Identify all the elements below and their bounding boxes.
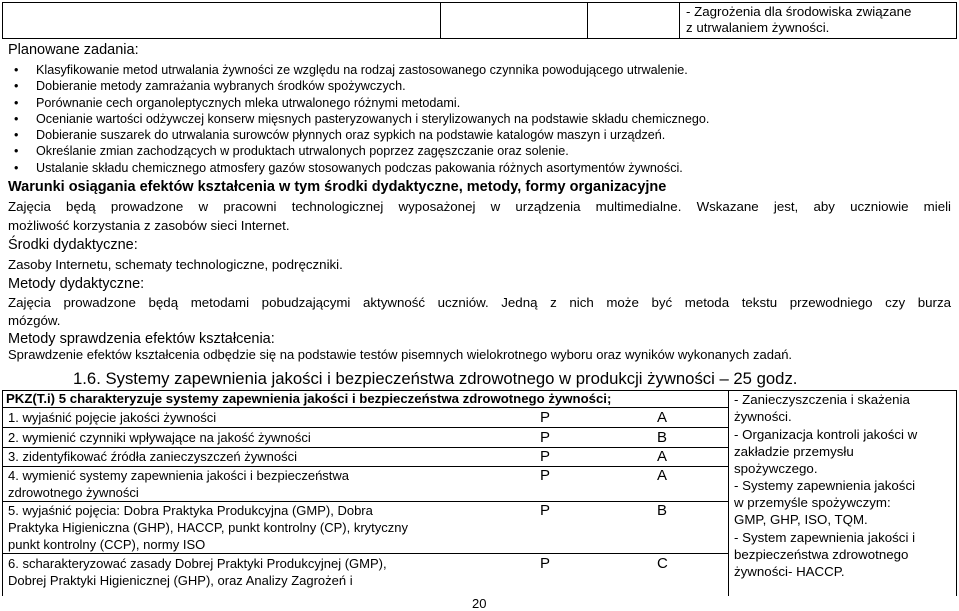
content-line: zakładzie przemysłu: [734, 444, 854, 459]
table-cell-level: B: [657, 429, 668, 446]
table-cell-level: A: [657, 467, 668, 484]
content-line: w przemyśle spożywczym:: [734, 495, 891, 510]
didactic-methods-line1: Zajęcia prowadzone będą metodami pobudzającymi aktywność uczniów. Jedną z nich może być metoda tekstu przewodniego czy burza: [8, 295, 951, 310]
table-cell-skill: 5. wyjaśnić pojęcia: Dobra Praktyka Produkcyjna (GMP), Dobra: [8, 503, 373, 518]
list-item: • Dobieranie suszarek do utrwalania surowców płynnych oraz sypkich na podstawie katalogów maszyn i urządzeń.: [8, 127, 948, 143]
list-item: • Klasyfikowanie metod utrwalania żywności ze względu na rodzaj zastosowanego czynnika powodującego utrwalenie.: [8, 62, 948, 78]
table-cell-skill: zdrowotnego żywności: [8, 485, 139, 500]
content-line: GMP, GHP, ISO, TQM.: [734, 512, 868, 527]
top-table-divider-2: [587, 2, 588, 38]
table-cell-category: P: [540, 555, 551, 572]
table-left-border: [2, 390, 3, 596]
table-cell-skill: 6. scharakteryzować zasady Dobrej Praktyki Produkcyjnej (GMP),: [8, 556, 387, 571]
list-item: • Dobieranie metody zamrażania wybranych środków spożywczych.: [8, 78, 948, 94]
conditions-line2: możliwość korzystania z zasobów sieci Internet.: [8, 218, 290, 233]
top-right-text-line1: - Zagrożenia dla środowiska związane: [686, 4, 912, 19]
planned-tasks-heading: Planowane zadania:: [8, 42, 139, 58]
top-right-text-line2: z utrwalaniem żywności.: [686, 20, 830, 35]
verification-text: Sprawdzenie efektów kształcenia odbędzie się na podstawie testów pisemnych wielokrotnego wyboru oraz wyników wykonanych zadań.: [8, 347, 793, 362]
table-col-divider: [728, 390, 729, 596]
list-item: • Ustalanie składu chemicznego atmosfery gazów stosowanych podczas pakowania różnych asortymentów żywności.: [8, 160, 948, 176]
table-cell-level: C: [657, 555, 668, 572]
table-cell-skill: punkt kontrolny (CCP), normy ISO: [8, 537, 206, 552]
table-cell-skill: Dobrej Praktyki Higienicznej (GHP), oraz Analizy Zagrożeń i: [8, 573, 353, 588]
table-row-divider: [2, 501, 729, 502]
table-cell-category: P: [540, 409, 551, 426]
content-line: - Systemy zapewnienia jakości: [734, 478, 916, 493]
conditions-line1: Zajęcia będą prowadzone w pracowni technologicznej wyposażonej w urządzenia multimedialne. Wskazane jest, aby uczniowie mieli: [8, 199, 951, 214]
list-item: • Ocenianie wartości odżywczej konserw mięsnych pasteryzowanych i sterylizowanych na podstawie składu chemicznego.: [8, 111, 948, 127]
top-table-top-border: [2, 2, 957, 3]
page-number: 20: [472, 596, 487, 611]
table-cell-category: P: [540, 448, 551, 465]
list-item: • Porównanie cech organoleptycznych mleka utrwalonego różnymi metodami.: [8, 95, 948, 111]
table-header: PKZ(T.i) 5 charakteryzuje systemy zapewnienia jakości i bezpieczeństwa zdrowotnego żywności;: [6, 391, 612, 406]
table-row-divider: [2, 466, 729, 467]
table-cell-skill: 1. wyjaśnić pojęcie jakości żywności: [8, 410, 217, 425]
content-line: - System zapewnienia jakości i: [734, 530, 916, 545]
top-table-bottom-border: [2, 38, 957, 39]
content-line: spożywczego.: [734, 461, 818, 476]
conditions-heading: Warunki osiągania efektów kształcenia w tym środki dydaktyczne, metody, formy organizacyjne: [8, 179, 667, 195]
table-cell-category: P: [540, 429, 551, 446]
table-cell-skill: 3. zidentyfikować źródła zanieczyszczeń żywności: [8, 449, 298, 464]
didactic-methods-heading: Metody dydaktyczne:: [8, 276, 145, 292]
table-row-divider: [2, 447, 729, 448]
table-cell-skill: Praktyka Higieniczna (GHP), HACCP, punkt kontrolny (CP), krytyczny: [8, 520, 408, 535]
content-line: - Organizacja kontroli jakości w: [734, 427, 918, 442]
table-cell-level: A: [657, 409, 668, 426]
table-cell-skill: 2. wymienić czynniki wpływające na jakość żywności: [8, 430, 311, 445]
table-header-bottom: [2, 407, 729, 408]
didactic-methods-line2: mózgów.: [8, 313, 61, 328]
section-title: 1.6. Systemy zapewnienia jakości i bezpieczeństwa zdrowotnego w produkcji żywności – 25 godz.: [73, 369, 798, 388]
table-cell-category: P: [540, 502, 551, 519]
table-cell-skill: 4. wymienić systemy zapewnienia jakości i bezpieczeństwa: [8, 468, 350, 483]
list-item: • Określanie zmian zachodzących w produktach utrwalonych poprzez zagęszczanie oraz solenie.: [8, 143, 948, 159]
didactic-means-text: Zasoby Internetu, schematy technologiczne, podręczniki.: [8, 257, 343, 272]
content-line: żywności- HACCP.: [734, 564, 845, 579]
content-line: bezpieczeństwa zdrowotnego: [734, 547, 909, 562]
didactic-means-heading: Środki dydaktyczne:: [8, 237, 138, 253]
top-table-divider-3: [679, 2, 680, 38]
content-line: żywności.: [734, 409, 792, 424]
table-cell-category: P: [540, 467, 551, 484]
table-row-divider: [2, 427, 729, 428]
content-line: - Zanieczyszczenia i skażenia: [734, 392, 910, 407]
verification-heading: Metody sprawdzenia efektów kształcenia:: [8, 331, 275, 347]
top-table-right-border: [956, 2, 957, 38]
top-table-left-border: [2, 2, 3, 38]
table-cell-level: B: [657, 502, 668, 519]
table-row-divider: [2, 553, 729, 554]
top-table-divider-1: [440, 2, 441, 38]
table-right-border: [956, 390, 957, 596]
planned-tasks-list: [8, 62, 948, 176]
table-cell-level: A: [657, 448, 668, 465]
